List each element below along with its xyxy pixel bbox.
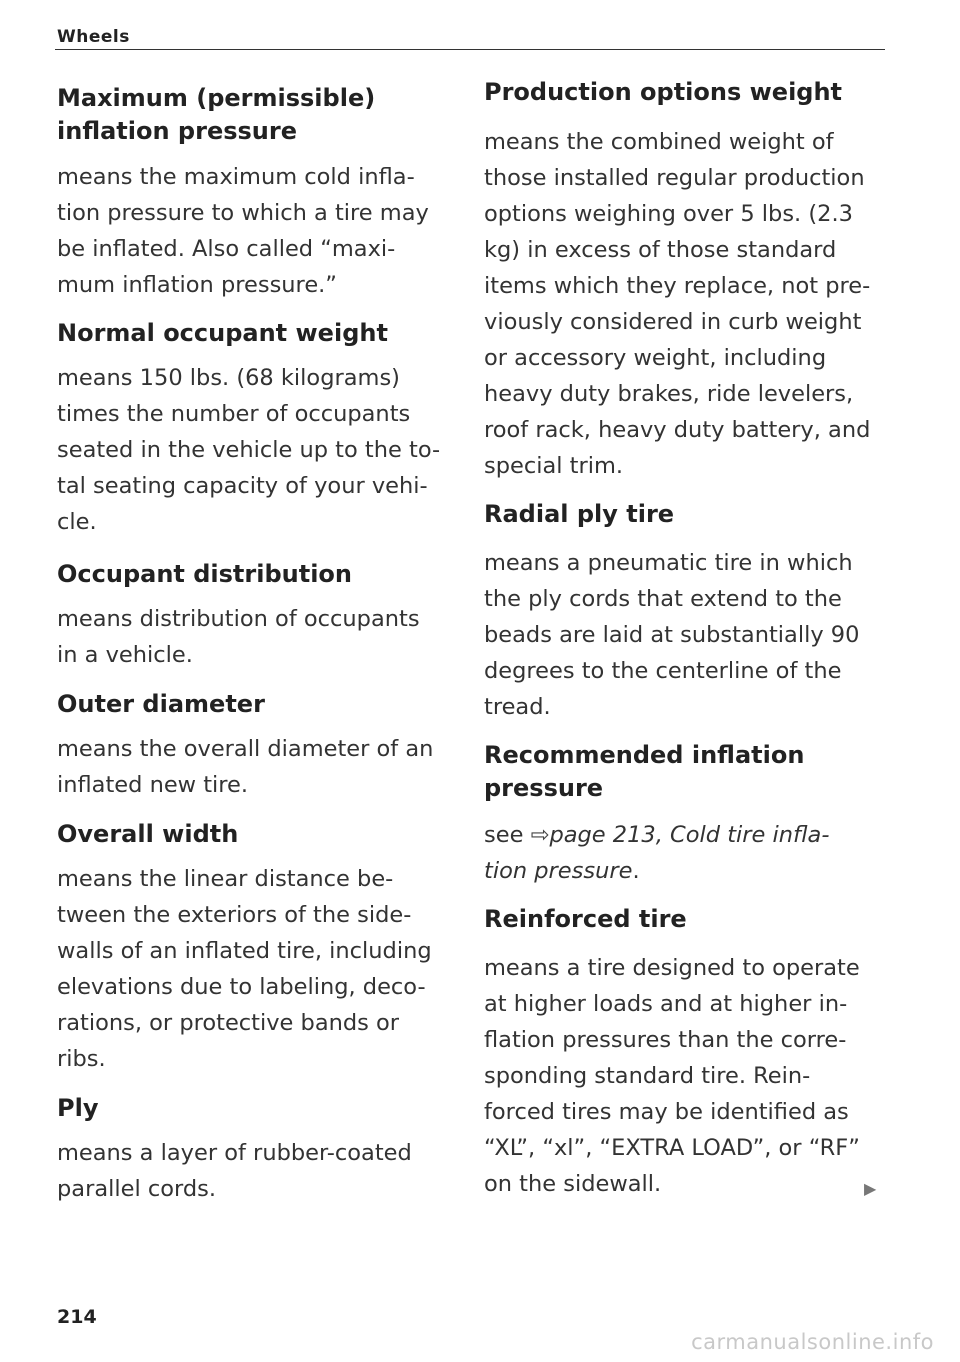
ply-title: Ply	[57, 1094, 99, 1122]
occupant-distribution-def: means distribution of occupants in a vehicle.	[57, 606, 420, 668]
outer-diameter-title: Outer diameter	[57, 690, 265, 718]
radial-ply-def: means a pneumatic tire in which the ply cords that extend to the beads are laid at substantially 90 degrees to the centerline of the tread.	[484, 550, 860, 720]
recommended-title: Recommended inflation pressure	[484, 741, 805, 802]
continue-arrow-icon: ▶	[864, 1179, 877, 1198]
page-reference-link[interactable]: page 213, Cold tire infla- tion pressure	[484, 822, 830, 884]
max-pressure-title: Maximum (permissible) inflation pressure	[57, 84, 376, 145]
ply-def: means a layer of rubber-coated parallel cords.	[57, 1140, 412, 1202]
occupant-distribution-title: Occupant distribution	[57, 560, 352, 588]
left-column	[57, 82, 457, 1207]
right-column	[484, 76, 884, 1202]
header-rule	[55, 49, 885, 50]
radial-ply-title: Radial ply tire	[484, 500, 675, 528]
normal-occupant-title: Normal occupant weight	[57, 319, 388, 347]
section-header: Wheels	[57, 27, 130, 47]
production-options-def: means the combined weight of those installed regular production options weighing over 5 lbs. (2.3 kg) in excess of those standard items which they replace, not pre- viously considered in curb weight or accessory weight, including heavy duty brakes, ride levelers, roof rack, heavy duty battery, and special trim.	[484, 129, 871, 479]
page-reference-arrow-icon: ⇨	[530, 822, 550, 848]
overall-width-def: means the linear distance be- tween the exteriors of the side- walls of an inflated tire, including elevations due to labeling, deco- rations, or protective bands or ribs.	[57, 866, 432, 1072]
reinforced-def: means a tire designed to operate at higher loads and at higher in- flation pressures than the corre- sponding standard tire. Rein- forced tires may be identified as “XL”, “xl”, “EXTRA LOAD”, or “RF” on the sidewall.	[484, 955, 860, 1197]
recommended-def: see ⇨page 213, Cold tire infla- tion pressure.	[484, 822, 830, 884]
page-number: 214	[57, 1306, 97, 1328]
production-options-title: Production options weight	[484, 78, 843, 106]
reinforced-title: Reinforced tire	[484, 905, 687, 933]
overall-width-title: Overall width	[57, 820, 239, 848]
watermark: carmanualsonline.info	[691, 1330, 934, 1354]
outer-diameter-def: means the overall diameter of an inflated new tire.	[57, 736, 434, 798]
max-pressure-def: means the maximum cold infla- tion pressure to which a tire may be inflated. Also called “maxi- mum inflation pressure.”	[57, 164, 429, 298]
normal-occupant-def: means 150 lbs. (68 kilograms) times the number of occupants seated in the vehicle up to the to- tal seating capacity of your vehi- cle.	[57, 365, 441, 535]
